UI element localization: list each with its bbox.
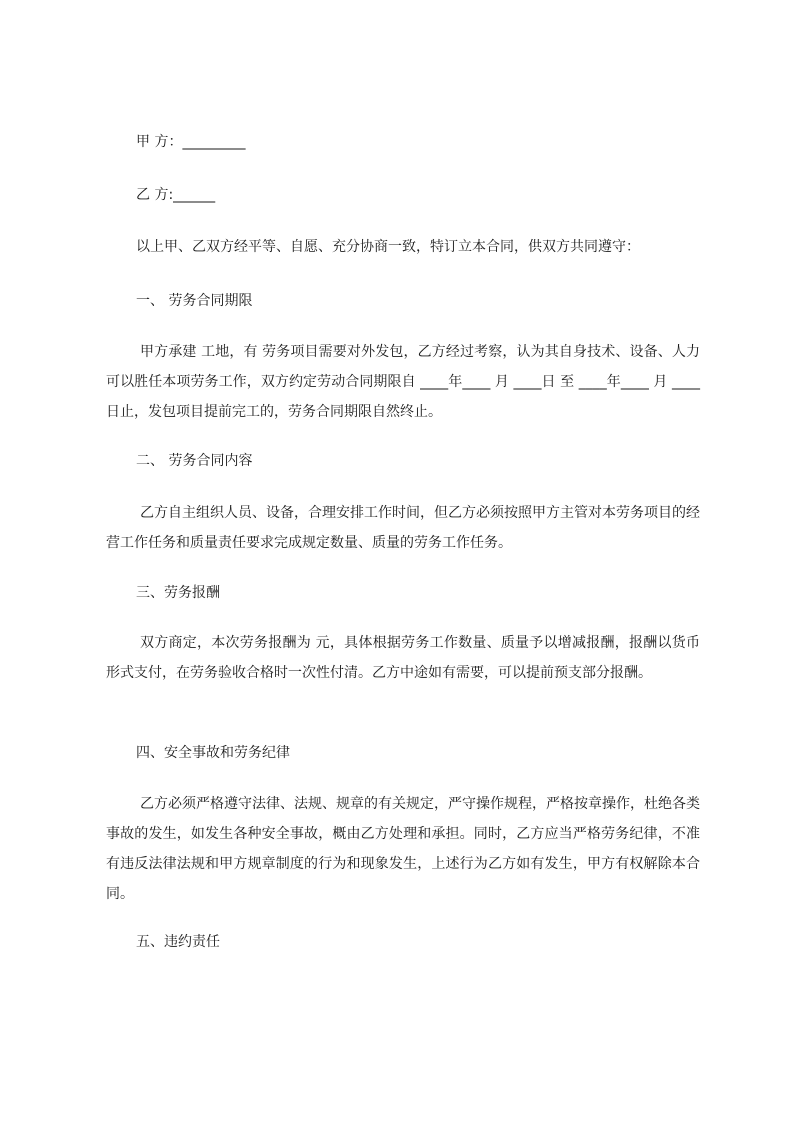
party-a-line: 甲 方：_________	[136, 134, 246, 150]
party-b-line: 乙 方:______	[136, 187, 216, 203]
section-5-heading: 五、违约责任	[136, 934, 220, 950]
section-1-body: 甲方承建 工地，有 劳务项目需要对外发包，乙方经过考察，认为其自身技术、设备、人力可以胜任本项劳务工作，双方约定劳动合同期限自 ____年____ 月 ____日 至 ____年____ 月 ____日止，发包项目提前完工的，劳务合同期限自然终止。	[106, 344, 700, 420]
intro-paragraph: 以上甲、乙双方经平等、自愿、充分协商一致，特订立本合同，供双方共同遵守：	[136, 239, 640, 255]
section-3-body: 双方商定，本次劳务报酬为 元，具体根据劳务工作数量、质量予以增减报酬，报酬以货币形式支付，在劳务验收合格时一次性付清。乙方中途如有需要，可以提前预支部分报酬。	[106, 635, 700, 681]
section-2-body: 乙方自主组织人员、设备，合理安排工作时间，但乙方必须按照甲方主管对本劳务项目的经营工作任务和质量责任要求完成规定数量、质量的劳务工作任务。	[106, 505, 700, 551]
section-3-heading: 三、劳务报酬	[136, 585, 220, 601]
section-1-heading: 一、 劳务合同期限	[136, 293, 253, 309]
section-4-body: 乙方必须严格遵守法律、法规、规章的有关规定，严守操作规程，严格按章操作，杜绝各类事故的发生，如发生各种安全事故，概由乙方处理和承担。同时，乙方应当严格劳务纪律，不准有违反法律法规和甲方规章制度的行为和现象发生，上述行为乙方如有发生，甲方有权解除本合同。	[106, 796, 700, 902]
section-4-heading: 四、安全事故和劳务纪律	[136, 745, 290, 761]
section-2-heading: 二、 劳务合同内容	[136, 453, 253, 469]
